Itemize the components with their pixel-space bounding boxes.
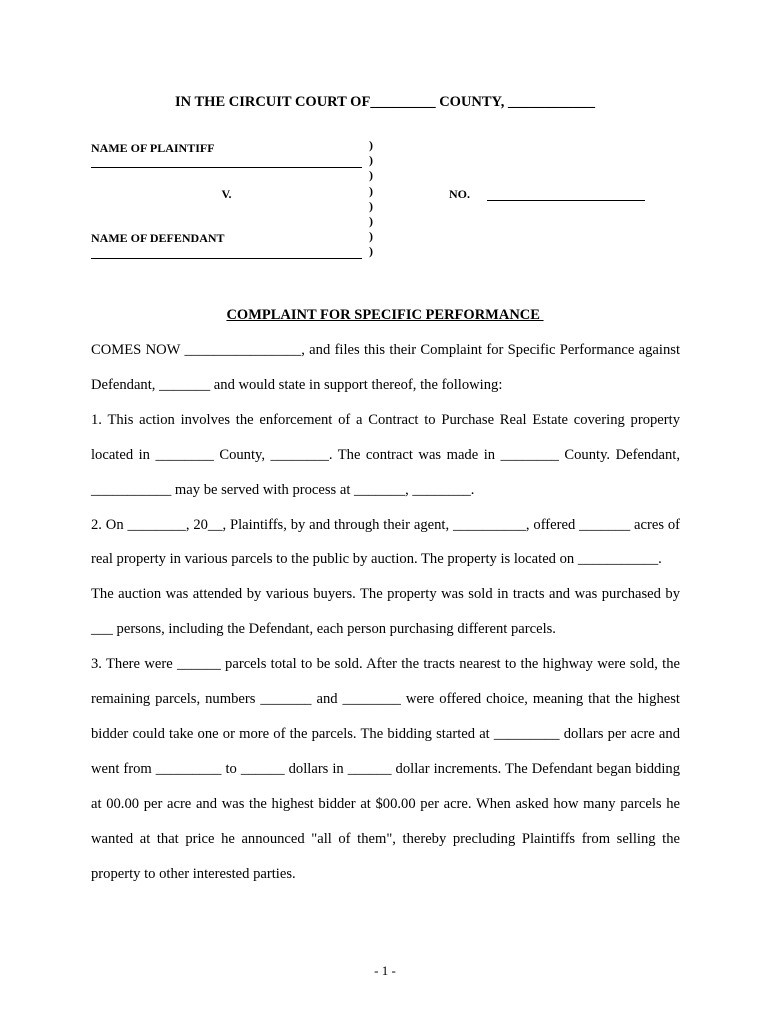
case-number-label: NO. xyxy=(449,187,470,201)
paragraph-auction: The auction was attended by various buyers. The property was sold in tracts and was purchased by ___ persons, including the Defendant, each person purchasing different parcels. xyxy=(91,586,680,638)
complaint-body xyxy=(91,333,680,892)
plaintiff-label: NAME OF PLAINTIFF xyxy=(91,141,215,155)
court-title: IN THE CIRCUIT COURT OF_________ COUNTY, ____________ xyxy=(175,94,595,110)
paragraph-intro: COMES NOW ________________, and files this their Complaint for Specific Performance against Defendant, _______ and would state in support thereof, the following: xyxy=(91,342,680,393)
document-title: COMPLAINT FOR SPECIFIC PERFORMANCE xyxy=(226,307,544,323)
paragraph-2: 2. On ________, 20__, Plaintiffs, by and through their agent, __________, offered _______ acres of real property in various parcels to the public by auction. The property is located on ___________. xyxy=(91,516,680,568)
defendant-label: NAME OF DEFENDANT xyxy=(91,231,225,245)
paragraph-1: 1. This action involves the enforcement of a Contract to Purchase Real Estate covering property located in ________ County, ________. The contract was made in ________ County. Defendant, ___________ may be served with process at _______, ________. xyxy=(91,411,680,498)
case-number-line xyxy=(487,200,645,201)
versus-label: V. xyxy=(221,187,232,201)
page-number: - 1 - xyxy=(374,963,396,978)
defendant-signature-line xyxy=(91,258,362,259)
plaintiff-signature-line xyxy=(91,167,362,168)
caption-parentheses: ) ) ) ) ) ) ) ) xyxy=(369,138,373,259)
paragraph-3: 3. There were ______ parcels total to be sold. After the tracts nearest to the highway were sold, the remaining parcels, numbers _______ and ________ were offered choice, meaning that the highest bidder could take one or more of the parcels. The bidding started at _________ dollars per acre and went from _________ to ______ dollars in ______ dollar increments. The Defendant began bidding at 00.00 per acre and was the highest bidder at $00.00 per acre. When asked how many parcels he wanted at that price he announced "all of them", thereby precluding Plaintiffs from selling the property to other interested parties. xyxy=(91,656,680,882)
